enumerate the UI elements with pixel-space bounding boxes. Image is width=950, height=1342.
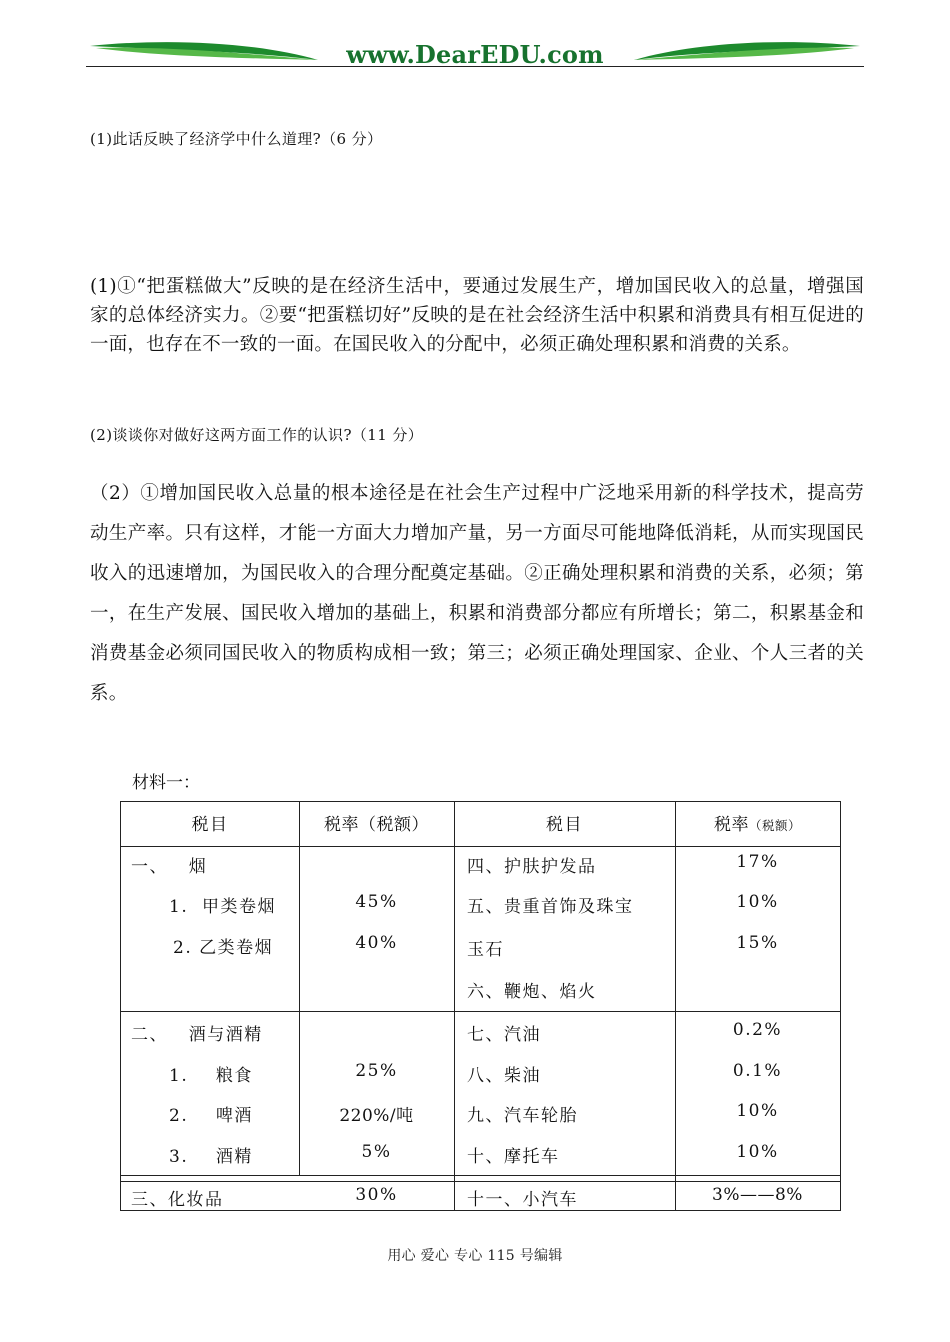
item-jewelry: 五、贵重首饰及珠宝 bbox=[467, 897, 634, 917]
item-class-a-cigarettes: 1. 甲类卷烟 bbox=[169, 897, 277, 917]
item-gasoline: 七、汽油 bbox=[467, 1025, 541, 1045]
item-skin-hair-care: 四、护肤护发品 bbox=[467, 857, 597, 877]
category-alcohol: 二、 酒与酒精 bbox=[131, 1025, 263, 1045]
item-jade: 玉石 bbox=[467, 940, 504, 960]
material-label: 材料一： bbox=[132, 773, 200, 793]
item-alcohol-spirit: 3. 酒精 bbox=[169, 1147, 253, 1167]
question-2: (2)谈谈你对做好这两方面工作的认识?（11 分） bbox=[90, 426, 424, 444]
item-class-b-cigarettes: 2. 乙类卷烟 bbox=[173, 938, 274, 958]
header-item-right: 税目 bbox=[546, 815, 583, 835]
page-footer: 用心 爱心 专心 115 号编辑 bbox=[387, 1248, 563, 1264]
table-rule bbox=[121, 1181, 840, 1182]
rate-skin-hair-care: 17% bbox=[736, 852, 779, 872]
rate-class-b-cigarettes: 40% bbox=[355, 933, 398, 953]
header-divider bbox=[86, 66, 864, 67]
rate-alcohol-spirit: 5% bbox=[361, 1142, 392, 1162]
rate-beer: 220%/吨 bbox=[339, 1106, 414, 1126]
rate-jade: 15% bbox=[736, 933, 779, 953]
header-rate-left: 税率（税额） bbox=[324, 815, 429, 835]
category-tobacco: 一、 烟 bbox=[131, 857, 208, 877]
rate-grain-liquor: 25% bbox=[355, 1061, 398, 1081]
item-small-car: 十一、小汽车 bbox=[467, 1190, 578, 1210]
header-rate-right bbox=[675, 810, 840, 835]
table-rule bbox=[121, 1175, 840, 1176]
site-title[interactable]: www.DearEDU.com bbox=[346, 40, 604, 69]
item-fireworks: 六、鞭炮、焰火 bbox=[467, 982, 597, 1002]
rate-jewelry: 10% bbox=[736, 892, 779, 912]
tax-rate-table bbox=[120, 801, 841, 1211]
header-rate-right-small: （税额） bbox=[748, 818, 801, 833]
rate-class-a-cigarettes: 45% bbox=[355, 892, 398, 912]
table-rule bbox=[454, 802, 455, 1210]
answer-2: （2）①增加国民收入总量的根本途径是在社会生产过程中广泛地采用新的科学技术，提高劳动生产率。只有这样，才能一方面大力增加产量，另一方面尽可能地降低消耗，从而实现国民收入的迅速增加，为国民收入的合理分配奠定基础。②正确处理积累和消费的关系，必须；第一，在生产发展、国民收入增加的基础上，积累和消费部分都应有所增长；第二，积累基金和消费基金必须同国民收入的物质构成相一致；第三；必须正确处理国家、企业、个人三者的关系。 bbox=[90, 483, 864, 704]
rate-cosmetics: 30% bbox=[355, 1185, 398, 1205]
item-diesel: 八、柴油 bbox=[467, 1066, 541, 1086]
rate-gasoline: 0.2% bbox=[732, 1020, 783, 1040]
question-1: (1)此话反映了经济学中什么道理?（6 分） bbox=[90, 130, 383, 148]
item-grain-liquor: 1. 粮食 bbox=[169, 1066, 253, 1086]
item-car-tires: 九、汽车轮胎 bbox=[467, 1106, 578, 1126]
rate-car-tires: 10% bbox=[736, 1101, 779, 1121]
table-rule bbox=[121, 846, 840, 847]
item-beer: 2. 啤酒 bbox=[169, 1106, 253, 1126]
rate-diesel: 0.1% bbox=[732, 1061, 783, 1081]
table-rule bbox=[121, 1011, 840, 1012]
rate-motorcycle: 10% bbox=[736, 1142, 779, 1162]
answer-1: (1)①“把蛋糕做大”反映的是在经济生活中，要通过发展生产，增加国民收入的总量，增强国家的总体经济实力。②要“把蛋糕切好”反映的是在社会经济生活中积累和消费具有相互促进的一面，也存在不一致的一面。在国民收入的分配中，必须正确处理积累和消费的关系。 bbox=[90, 276, 864, 355]
item-motorcycle: 十、摩托车 bbox=[467, 1147, 560, 1167]
rate-small-car: 3%——8% bbox=[712, 1185, 803, 1205]
category-cosmetics: 三、化妆品 bbox=[131, 1190, 224, 1210]
header-item-left: 税目 bbox=[191, 815, 229, 835]
header-rate-right-main: 税率 bbox=[713, 815, 749, 835]
